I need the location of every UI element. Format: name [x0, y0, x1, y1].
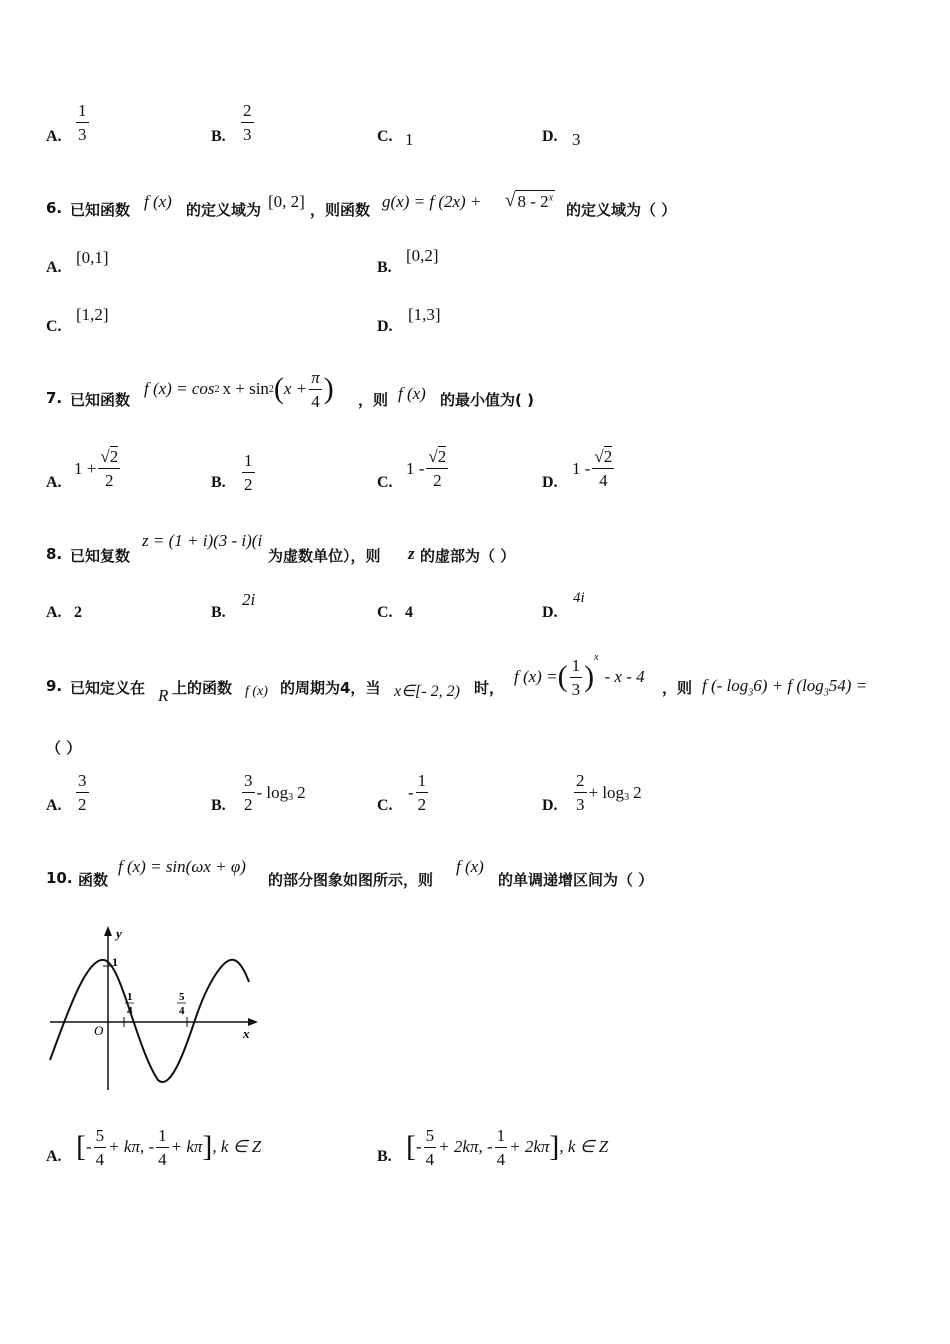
q8-option-b-label: B.: [211, 604, 226, 621]
q7-option-b-value: $\frac{1}{2}$: [244, 451, 253, 494]
q7-pi-fraction: $\frac{\pi}{4}$: [311, 367, 320, 411]
q7-option-d-label: D.: [542, 474, 558, 491]
q5-option-b-label: B.: [211, 128, 226, 145]
q9-text3: 的周期为4，当: [280, 679, 381, 697]
q9-number: 9.: [46, 677, 63, 695]
q9-text2: 上的函数: [172, 679, 233, 697]
q10-option-a-label: A.: [46, 1148, 62, 1165]
five-quarter-num: 5: [179, 991, 185, 1003]
origin-label: O: [94, 1023, 104, 1038]
q6-option-c-label: C.: [46, 318, 62, 335]
q9-interval: x∈[- 2, 2): [394, 683, 460, 700]
q6-gx: g(x) = f (2x) +: [382, 192, 482, 211]
right-paren: ): [323, 372, 334, 405]
q9-text1: 已知定义在: [70, 679, 146, 697]
y-axis-arrow: [104, 926, 112, 936]
q9-option-a-label: A.: [46, 797, 62, 814]
q8-text3: 的虚部为（ ）: [420, 547, 516, 565]
q8-option-d-label: D.: [542, 604, 558, 621]
q10-option-b-value: [ - $\frac{5}{4}$ + 2kπ, - $\frac{1}{4}$ + 2kπ ] , k ∈ Z: [406, 1125, 609, 1169]
q9-formula: f (x) = ( $\frac{1}{3}$ ) $^x$ - x - 4: [514, 652, 645, 699]
q8-formula: z = (1 + i)(3 - i)(i: [142, 531, 263, 550]
q8-option-b-value: 2i: [242, 590, 256, 609]
q7-option-c-value: 1 - $\frac{√2}{2}$: [406, 447, 447, 490]
q10-text3: 的单调递增区间为（ ）: [498, 871, 654, 889]
q6-option-b-value: [0,2]: [406, 246, 439, 265]
q6-text4: 的定义域为（ ）: [566, 201, 677, 219]
q6-option-d-value: [1,3]: [408, 305, 441, 324]
q8-option-a-value: 2: [74, 604, 82, 621]
q10-text1: 函数: [78, 871, 109, 889]
q7-option-d-value: 1 - $\frac{√2}{4}$: [572, 447, 613, 490]
quarter-den: 4: [127, 1005, 133, 1017]
q9-R: R: [158, 686, 169, 705]
q5-option-a-label: A.: [46, 128, 62, 145]
q8-option-c-label: C.: [377, 604, 393, 621]
q7-fx: f (x): [398, 384, 426, 403]
q9-text4: 时，: [474, 679, 505, 697]
q6-fx: f (x): [144, 192, 172, 211]
q7-option-b-label: B.: [211, 474, 226, 491]
left-paren: (: [273, 372, 284, 405]
q6-option-d-label: D.: [377, 318, 393, 335]
q9-option-d-label: D.: [542, 797, 558, 814]
q8-text1: 已知复数: [70, 547, 131, 565]
q7-option-a-value: 1 + $\frac{√2}{2}$: [74, 447, 119, 490]
q9-option-b-value: $\frac{3}{2}$ - log $_3$ 2: [244, 771, 306, 814]
q9-fx: f (x): [245, 684, 268, 699]
q6-option-b-label: B.: [377, 259, 392, 276]
q9-option-a-value: $\frac{3}{2}$: [78, 771, 87, 814]
q6-text3: ，则函数: [310, 201, 371, 219]
q6-text2: 的定义域为: [186, 201, 262, 219]
q6-gx-sqrt: [505, 190, 555, 212]
q7-number: 7.: [46, 389, 63, 407]
q9-option-c-value: - $\frac{1}{2}$: [408, 771, 427, 814]
sine-curve: [50, 960, 249, 1082]
q6-gx-radicand: 8 - 2$^x$: [517, 192, 554, 211]
q9-option-c-label: C.: [377, 797, 393, 814]
x-axis-label: x: [243, 1026, 250, 1041]
y-one-label: 1: [112, 955, 118, 969]
q8-text2: 为虚数单位），则: [268, 547, 381, 565]
q5-option-d-value: 3: [572, 130, 581, 149]
q7-text3: 的最小值为( ): [440, 391, 534, 409]
q7-text1: 已知函数: [70, 391, 131, 409]
q7-text2: ，则: [358, 391, 389, 409]
q10-option-b-label: B.: [377, 1148, 392, 1165]
q10-option-a-value: [ - $\frac{5}{4}$ + kπ, - $\frac{1}{4}$ + kπ ] , k ∈ Z: [76, 1125, 262, 1169]
q6-option-c-value: [1,2]: [76, 305, 109, 324]
q8-number: 8.: [46, 545, 63, 563]
q7-option-a-label: A.: [46, 474, 62, 491]
q9-text5: ，则: [662, 679, 693, 697]
q8-option-c-value: 4: [405, 604, 413, 621]
q5-option-c-label: C.: [377, 128, 393, 145]
q10-text2: 的部分图象如图所示，则: [268, 871, 434, 889]
q9-option-b-label: B.: [211, 797, 226, 814]
q8-option-d-value: 4i: [573, 590, 585, 606]
q6-text1: 已知函数: [70, 201, 131, 219]
q8-z: z: [408, 544, 415, 563]
five-quarter-den: 4: [179, 1005, 185, 1017]
q10-formula: f (x) = sin(ωx + φ): [118, 857, 246, 876]
sqrt-symbol: √: [505, 190, 516, 211]
y-axis-label: y: [116, 926, 122, 941]
quarter-num: 1: [127, 991, 133, 1003]
q5-option-d-label: D.: [542, 128, 558, 145]
q9-option-d-value: $\frac{2}{3}$ + log $_3$ 2: [576, 771, 642, 814]
x-axis-arrow: [248, 1018, 258, 1026]
q6-option-a-value: [0,1]: [76, 248, 109, 267]
q7-option-c-label: C.: [377, 474, 393, 491]
q10-fx: f (x): [456, 857, 484, 876]
q10-sine-graph: [46, 922, 261, 1092]
q6-domain: [0, 2]: [268, 192, 305, 211]
q6-number: 6.: [46, 199, 63, 217]
q5-option-c-value: 1: [405, 130, 414, 149]
q6-option-a-label: A.: [46, 259, 62, 276]
q9-answer-paren: （ ）: [46, 739, 82, 757]
q5-option-a-value: $\frac{1}{3}$: [78, 101, 87, 144]
q5-option-b-value: $\frac{2}{3}$: [243, 101, 252, 144]
q9-rhs: f (- $\log_36) + f$ $(\log_354)$ =: [702, 676, 868, 699]
q7-formula: f (x) = cos 2 x + sin 2 ( x + $\frac{\pi}{4}$ ): [144, 367, 334, 411]
q8-option-a-label: A.: [46, 604, 62, 621]
q10-number: 10.: [46, 869, 73, 887]
